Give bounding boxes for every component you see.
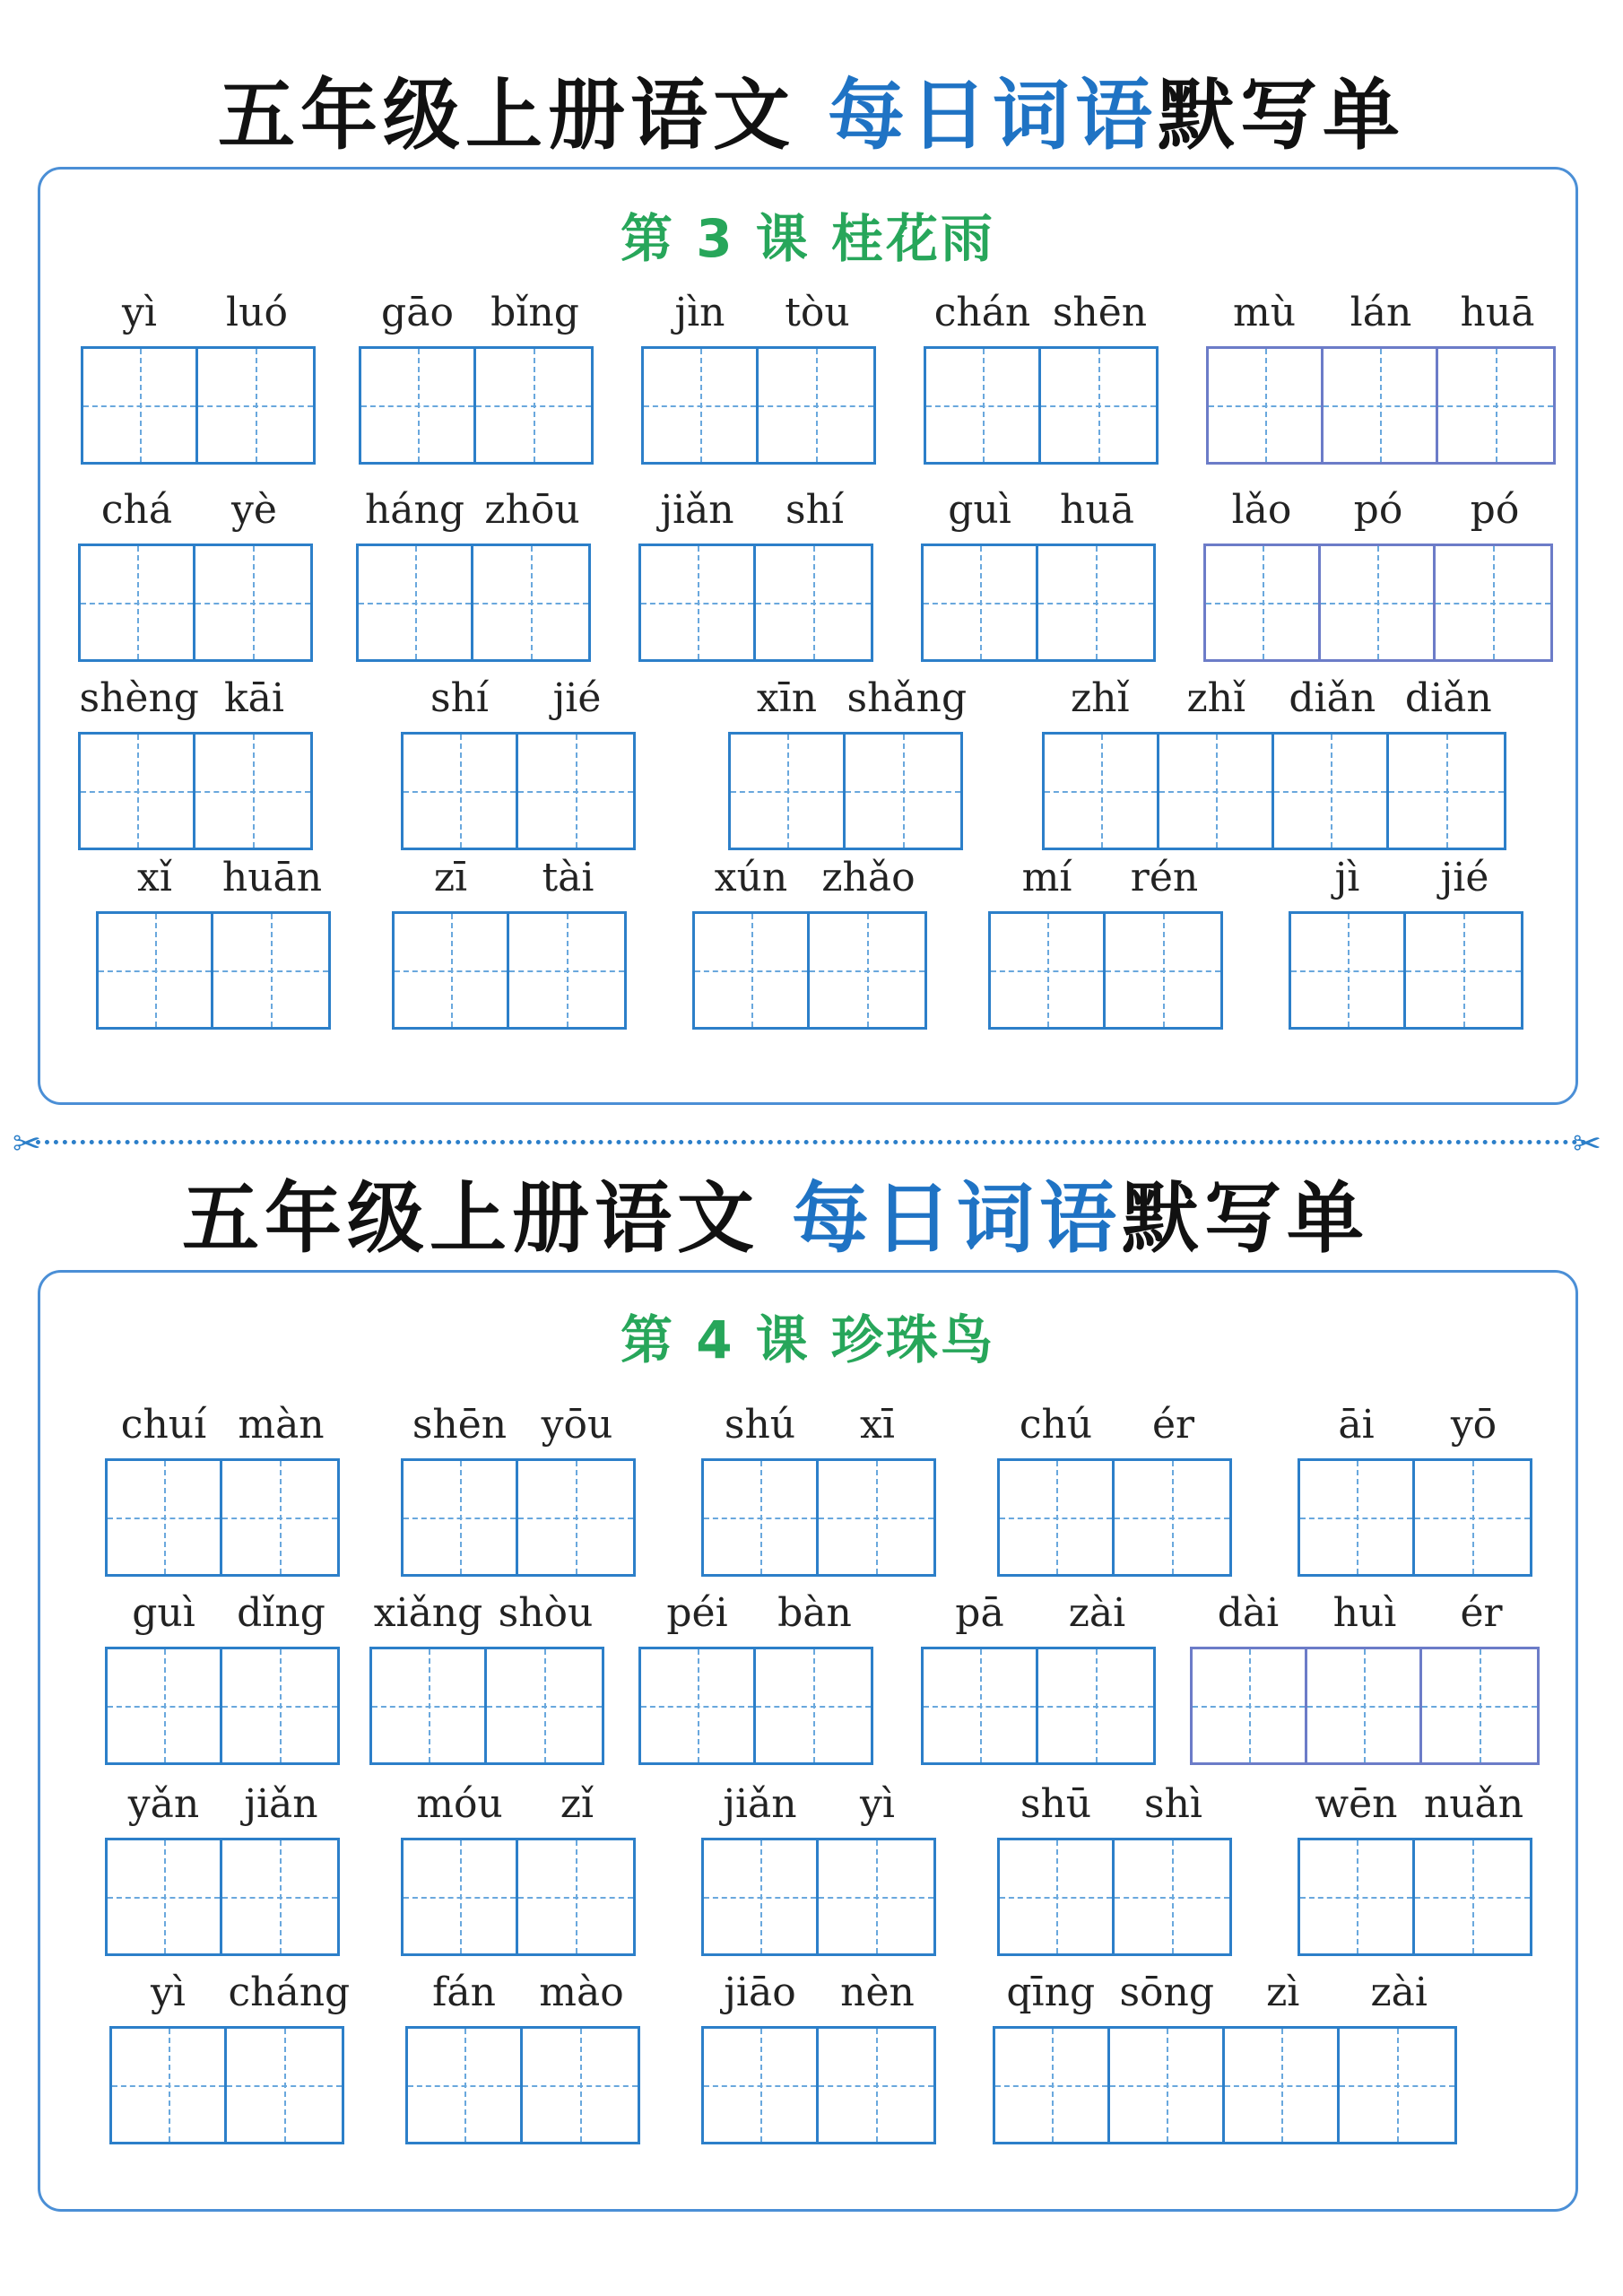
word-entry	[105, 1773, 340, 1956]
word-entry	[78, 667, 313, 850]
tianzige-cell[interactable]	[108, 1840, 222, 1953]
tianzige-cell[interactable]	[1193, 1649, 1307, 1762]
word-entry	[641, 282, 876, 465]
pinyin-syllable: zì	[1266, 1970, 1300, 2015]
tianzige-cell[interactable]	[361, 349, 476, 462]
pinyin-syllable: ér	[1460, 1590, 1503, 1636]
tianzige-cell[interactable]	[1415, 1840, 1530, 1953]
pinyin-syllable: zài	[1068, 1590, 1126, 1636]
pinyin-row	[401, 1394, 636, 1448]
pinyin-syllable: zhǐ	[1070, 675, 1130, 721]
pinyin-syllable: qīng	[1006, 1970, 1096, 2015]
pinyin-row	[701, 1394, 936, 1448]
tianzige-cell[interactable]	[1209, 349, 1324, 462]
pinyin-syllable: màn	[238, 1402, 325, 1448]
pinyin-syllable: lǎo	[1231, 487, 1292, 533]
tianzige-cell[interactable]	[195, 546, 310, 659]
pinyin-row	[369, 1582, 604, 1636]
tianzige-cell[interactable]	[756, 546, 871, 659]
pinyin-row	[96, 847, 331, 900]
pinyin-syllable: yō	[1450, 1402, 1497, 1448]
writing-grid	[701, 2026, 936, 2144]
pinyin-row	[1203, 479, 1553, 533]
pinyin-syllable: luó	[226, 290, 288, 335]
tianzige-cell[interactable]	[1115, 1461, 1229, 1574]
pinyin-syllable: dài	[1217, 1590, 1280, 1636]
pinyin-syllable: zài	[1370, 1970, 1428, 2015]
pinyin-syllable: diǎn	[1289, 675, 1376, 721]
writing-grid	[921, 1647, 1156, 1765]
writing-grid	[1042, 732, 1506, 850]
writing-grid	[78, 544, 313, 662]
pinyin-row	[105, 1582, 340, 1636]
tianzige-cell[interactable]	[1389, 735, 1504, 848]
pinyin-row	[997, 1394, 1232, 1448]
tianzige-cell[interactable]	[991, 914, 1106, 1027]
pinyin-row	[997, 1773, 1232, 1827]
tianzige-cell[interactable]	[518, 735, 633, 848]
pinyin-row	[641, 282, 876, 335]
pinyin-syllable: xún	[714, 855, 788, 900]
writing-grid	[701, 1458, 936, 1577]
word-entry	[369, 1582, 604, 1765]
pinyin-syllable: péi	[666, 1590, 728, 1636]
pinyin-syllable: chán	[933, 290, 1031, 335]
sheet-title	[0, 71, 1623, 161]
tianzige-cell[interactable]	[1422, 1649, 1537, 1762]
tianzige-cell[interactable]	[395, 914, 509, 1027]
tianzige-cell[interactable]	[995, 2029, 1110, 2142]
tianzige-cell[interactable]	[359, 546, 473, 659]
writing-grid	[401, 1838, 636, 1956]
title-prefix: 五年级上册语文	[182, 1174, 792, 1264]
pinyin-syllable: xǐ	[137, 855, 172, 900]
word-entry	[638, 1582, 873, 1765]
tianzige-cell[interactable]	[759, 349, 873, 462]
pinyin-syllable: zhǎo	[821, 855, 916, 900]
pinyin-syllable: ér	[1151, 1402, 1195, 1448]
tianzige-cell[interactable]	[227, 2029, 342, 2142]
pinyin-syllable: xī	[860, 1402, 895, 1448]
tianzige-cell[interactable]	[83, 349, 198, 462]
pinyin-syllable: yè	[231, 487, 277, 533]
writing-grid	[78, 732, 313, 850]
tianzige-cell[interactable]	[1038, 546, 1153, 659]
writing-grid	[692, 911, 927, 1030]
pinyin-row	[405, 1961, 640, 2015]
pinyin-row	[921, 1582, 1156, 1636]
tianzige-cell[interactable]	[222, 1840, 337, 1953]
tianzige-cell[interactable]	[222, 1461, 337, 1574]
tianzige-cell[interactable]	[1206, 546, 1321, 659]
tianzige-cell[interactable]	[846, 735, 960, 848]
tianzige-cell[interactable]	[473, 546, 588, 659]
word-entry	[921, 479, 1156, 662]
tianzige-cell[interactable]	[819, 1840, 933, 1953]
word-entry	[359, 282, 594, 465]
word-entry	[1298, 1394, 1532, 1577]
tianzige-cell[interactable]	[1045, 735, 1159, 848]
pinyin-row	[921, 479, 1156, 533]
writing-grid	[105, 1458, 340, 1577]
pinyin-syllable: móu	[416, 1781, 503, 1827]
writing-grid	[701, 1838, 936, 1956]
writing-grid	[401, 1458, 636, 1577]
pinyin-row	[1042, 667, 1506, 721]
pinyin-row	[105, 1773, 340, 1827]
pinyin-syllable: mí	[1021, 855, 1072, 900]
tianzige-cell[interactable]	[81, 546, 195, 659]
pinyin-syllable: zhōu	[484, 487, 580, 533]
pinyin-row	[359, 282, 594, 335]
writing-grid	[109, 2026, 344, 2144]
word-entry	[701, 1773, 936, 1956]
word-entry	[401, 1394, 636, 1577]
pinyin-syllable: shì	[1144, 1781, 1202, 1827]
writing-grid	[997, 1458, 1232, 1577]
word-entry	[728, 667, 968, 850]
worksheet-card	[38, 1270, 1578, 2212]
pinyin-syllable: nèn	[840, 1970, 915, 2015]
tianzige-cell[interactable]	[213, 914, 328, 1027]
pinyin-row	[105, 1394, 340, 1448]
pinyin-row	[701, 1773, 936, 1827]
pinyin-syllable: bàn	[777, 1590, 852, 1636]
pinyin-syllable: pā	[955, 1590, 1004, 1636]
tianzige-cell[interactable]	[518, 1840, 633, 1953]
dotted-line	[36, 1140, 1587, 1144]
tianzige-cell[interactable]	[81, 735, 195, 848]
tianzige-cell[interactable]	[108, 1461, 222, 1574]
title-highlight: 每日词语	[791, 1174, 1122, 1264]
pinyin-syllable: xiǎng	[373, 1590, 483, 1636]
pinyin-syllable: shēn	[1052, 290, 1148, 335]
pinyin-syllable: yì	[860, 1781, 895, 1827]
title-suffix: 默写单	[1121, 1174, 1369, 1264]
pinyin-row	[356, 479, 591, 533]
tianzige-cell[interactable]	[108, 1649, 222, 1762]
pinyin-syllable: chú	[1019, 1402, 1093, 1448]
pinyin-syllable: shí	[785, 487, 844, 533]
pinyin-row	[401, 667, 636, 721]
divider	[0, 1124, 1623, 1163]
pinyin-syllable: huā	[1460, 290, 1535, 335]
word-entry	[921, 1582, 1156, 1765]
tianzige-cell[interactable]	[523, 2029, 638, 2142]
word-entry	[692, 847, 927, 1030]
writing-grid	[359, 346, 594, 465]
tianzige-cell[interactable]	[926, 349, 1041, 462]
word-entry	[405, 1961, 640, 2144]
tianzige-cell[interactable]	[112, 2029, 227, 2142]
pinyin-syllable: kāi	[224, 675, 284, 721]
tianzige-cell[interactable]	[704, 1461, 819, 1574]
worksheet-card	[38, 167, 1578, 1105]
writing-grid	[638, 1647, 873, 1765]
pinyin-row	[924, 282, 1159, 335]
tianzige-cell[interactable]	[1291, 914, 1406, 1027]
ribbon-bow-icon: ✂	[13, 1124, 41, 1163]
pinyin-row	[638, 479, 873, 533]
pinyin-syllable: dǐng	[237, 1590, 325, 1636]
writing-grid	[924, 346, 1159, 465]
writing-grid	[105, 1838, 340, 1956]
word-entry	[96, 847, 331, 1030]
writing-grid	[1203, 544, 1553, 662]
pinyin-row	[401, 1773, 636, 1827]
pinyin-syllable: pó	[1353, 487, 1403, 533]
tianzige-cell[interactable]	[99, 914, 213, 1027]
tianzige-cell[interactable]	[404, 735, 518, 848]
pinyin-syllable: shēn	[412, 1402, 508, 1448]
word-entry	[1190, 1582, 1540, 1765]
pinyin-syllable: yōu	[541, 1402, 613, 1448]
pinyin-syllable: rén	[1130, 855, 1199, 900]
ribbon-bow-icon: ✂	[1573, 1124, 1601, 1163]
tianzige-cell[interactable]	[1000, 1840, 1115, 1953]
pinyin-syllable: guì	[948, 487, 1011, 533]
word-entry	[924, 282, 1159, 465]
sheet-title	[0, 1174, 1587, 1264]
word-entry	[1206, 282, 1556, 465]
pinyin-syllable: āi	[1338, 1402, 1375, 1448]
pinyin-syllable: jiāo	[724, 1970, 796, 2015]
pinyin-syllable: pó	[1470, 487, 1520, 533]
pinyin-syllable: jié	[1440, 855, 1489, 900]
pinyin-row	[1190, 1582, 1540, 1636]
tianzige-cell[interactable]	[731, 735, 846, 848]
pinyin-syllable: háng	[364, 487, 465, 533]
writing-grid	[96, 911, 331, 1030]
tianzige-cell[interactable]	[810, 914, 924, 1027]
pinyin-row	[638, 1582, 873, 1636]
title-prefix: 五年级上册语文	[218, 71, 828, 161]
pinyin-syllable: gāo	[381, 290, 454, 335]
tianzige-cell[interactable]	[1159, 735, 1274, 848]
pinyin-syllable: bǐng	[490, 290, 579, 335]
pinyin-row	[1289, 847, 1523, 900]
pinyin-syllable: jì	[1334, 855, 1360, 900]
tianzige-cell[interactable]	[704, 1840, 819, 1953]
tianzige-cell[interactable]	[819, 1461, 933, 1574]
tianzige-cell[interactable]	[1110, 2029, 1225, 2142]
writing-grid	[921, 544, 1156, 662]
word-entry	[105, 1394, 340, 1577]
pinyin-syllable: chuí	[120, 1402, 207, 1448]
word-entry	[401, 1773, 636, 1956]
pinyin-row	[692, 847, 927, 900]
tianzige-cell[interactable]	[408, 2029, 523, 2142]
pinyin-row	[392, 847, 627, 900]
tianzige-cell[interactable]	[372, 1649, 487, 1762]
tianzige-cell[interactable]	[819, 2029, 933, 2142]
title-suffix: 默写单	[1157, 71, 1405, 161]
tianzige-cell[interactable]	[404, 1461, 518, 1574]
pinyin-syllable: lán	[1350, 290, 1412, 335]
writing-grid	[392, 911, 627, 1030]
tianzige-cell[interactable]	[1115, 1840, 1229, 1953]
tianzige-cell[interactable]	[924, 1649, 1038, 1762]
writing-grid	[641, 346, 876, 465]
pinyin-syllable: guì	[132, 1590, 195, 1636]
writing-grid	[405, 2026, 640, 2144]
tianzige-cell[interactable]	[476, 349, 591, 462]
pinyin-syllable: shòu	[498, 1590, 594, 1636]
pinyin-row	[701, 1961, 936, 2015]
pinyin-syllable: diǎn	[1404, 675, 1492, 721]
tianzige-cell[interactable]	[1106, 914, 1220, 1027]
tianzige-cell[interactable]	[1000, 1461, 1115, 1574]
writing-grid	[997, 1838, 1232, 1956]
pinyin-syllable: yì	[151, 1970, 186, 2015]
writing-grid	[105, 1647, 340, 1765]
pinyin-syllable: jiǎn	[660, 487, 734, 533]
tianzige-cell[interactable]	[704, 2029, 819, 2142]
pinyin-syllable: jiǎn	[244, 1781, 318, 1827]
writing-grid	[1298, 1458, 1532, 1577]
tianzige-cell[interactable]	[1225, 2029, 1340, 2142]
word-entry	[701, 1394, 936, 1577]
pinyin-syllable: tòu	[785, 290, 850, 335]
tianzige-cell[interactable]	[1274, 735, 1389, 848]
pinyin-syllable: yì	[122, 290, 157, 335]
tianzige-cell[interactable]	[1415, 1461, 1530, 1574]
pinyin-syllable: jìn	[674, 290, 725, 335]
tianzige-cell[interactable]	[487, 1649, 602, 1762]
tianzige-cell[interactable]	[518, 1461, 633, 1574]
word-entry	[988, 847, 1223, 1030]
lesson-title: 第 3 课 桂花雨	[621, 208, 995, 269]
writing-grid	[993, 2026, 1457, 2144]
tianzige-cell[interactable]	[195, 735, 310, 848]
tianzige-cell[interactable]	[641, 546, 756, 659]
pinyin-row	[81, 282, 316, 335]
pinyin-syllable: nuǎn	[1423, 1781, 1524, 1827]
pinyin-syllable: chá	[100, 487, 173, 533]
writing-grid	[1298, 1838, 1532, 1956]
word-entry	[392, 847, 627, 1030]
tianzige-cell[interactable]	[509, 914, 624, 1027]
word-entry	[81, 282, 316, 465]
tianzige-cell[interactable]	[756, 1649, 871, 1762]
pinyin-syllable: shǎng	[846, 675, 968, 721]
tianzige-cell[interactable]	[404, 1840, 518, 1953]
word-entry	[701, 1961, 936, 2144]
pinyin-syllable: jiǎn	[723, 1781, 797, 1827]
writing-grid	[369, 1647, 604, 1765]
tianzige-cell[interactable]	[1324, 349, 1438, 462]
word-entry	[1203, 479, 1553, 662]
tianzige-cell[interactable]	[641, 1649, 756, 1762]
tianzige-cell[interactable]	[1340, 2029, 1454, 2142]
word-entry	[105, 1582, 340, 1765]
tianzige-cell[interactable]	[1438, 349, 1553, 462]
writing-grid	[81, 346, 316, 465]
tianzige-cell[interactable]	[1406, 914, 1521, 1027]
pinyin-syllable: zī	[433, 855, 468, 900]
writing-grid	[728, 732, 963, 850]
pinyin-syllable: sōng	[1119, 1970, 1215, 2015]
pinyin-syllable: shí	[430, 675, 489, 721]
writing-grid	[988, 911, 1223, 1030]
pinyin-syllable: huān	[221, 855, 323, 900]
tianzige-cell[interactable]	[924, 546, 1038, 659]
word-entry	[997, 1773, 1232, 1956]
pinyin-row	[728, 667, 968, 721]
pinyin-syllable: mào	[539, 1970, 624, 2015]
pinyin-syllable: mù	[1232, 290, 1297, 335]
tianzige-cell[interactable]	[1307, 1649, 1422, 1762]
word-entry	[109, 1961, 351, 2144]
pinyin-row	[993, 1961, 1457, 2015]
writing-grid	[401, 732, 636, 850]
word-entry	[1298, 1773, 1532, 1956]
word-entry	[997, 1394, 1232, 1577]
tianzige-cell[interactable]	[222, 1649, 337, 1762]
pinyin-row	[1206, 282, 1556, 335]
tianzige-cell[interactable]	[1300, 1461, 1415, 1574]
pinyin-row	[988, 847, 1223, 900]
tianzige-cell[interactable]	[644, 349, 759, 462]
word-entry	[993, 1961, 1457, 2144]
pinyin-syllable: xīn	[756, 675, 818, 721]
pinyin-syllable: shū	[1020, 1781, 1092, 1827]
pinyin-syllable: yǎn	[127, 1781, 200, 1827]
lesson-title: 第 4 课 珍珠鸟	[621, 1309, 995, 1370]
pinyin-syllable: huì	[1332, 1590, 1397, 1636]
pinyin-row	[109, 1961, 351, 2015]
word-entry	[638, 479, 873, 662]
tianzige-cell[interactable]	[1321, 546, 1436, 659]
pinyin-row	[78, 667, 313, 721]
pinyin-syllable: shú	[724, 1402, 796, 1448]
pinyin-row	[78, 479, 313, 533]
tianzige-cell[interactable]	[1436, 546, 1550, 659]
pinyin-syllable: tài	[542, 855, 595, 900]
tianzige-cell[interactable]	[1038, 1649, 1153, 1762]
pinyin-syllable: zhǐ	[1186, 675, 1246, 721]
word-entry	[356, 479, 591, 662]
pinyin-syllable: cháng	[228, 1970, 351, 2015]
pinyin-syllable: huā	[1060, 487, 1134, 533]
word-entry	[78, 479, 313, 662]
pinyin-syllable: wēn	[1315, 1781, 1398, 1827]
tianzige-cell[interactable]	[198, 349, 313, 462]
writing-grid	[1190, 1647, 1540, 1765]
pinyin-row	[1298, 1773, 1532, 1827]
tianzige-cell[interactable]	[1300, 1840, 1415, 1953]
pinyin-syllable: zǐ	[560, 1781, 595, 1827]
tianzige-cell[interactable]	[1041, 349, 1156, 462]
writing-grid	[638, 544, 873, 662]
word-entry	[1042, 667, 1506, 850]
pinyin-row	[1298, 1394, 1532, 1448]
title-highlight: 每日词语	[827, 71, 1158, 161]
word-entry	[401, 667, 636, 850]
word-entry	[1289, 847, 1523, 1030]
pinyin-syllable: shèng	[79, 675, 199, 721]
writing-grid	[1206, 346, 1556, 465]
writing-grid	[1289, 911, 1523, 1030]
writing-grid	[356, 544, 591, 662]
tianzige-cell[interactable]	[695, 914, 810, 1027]
pinyin-syllable: jié	[552, 675, 602, 721]
pinyin-syllable: fán	[432, 1970, 496, 2015]
